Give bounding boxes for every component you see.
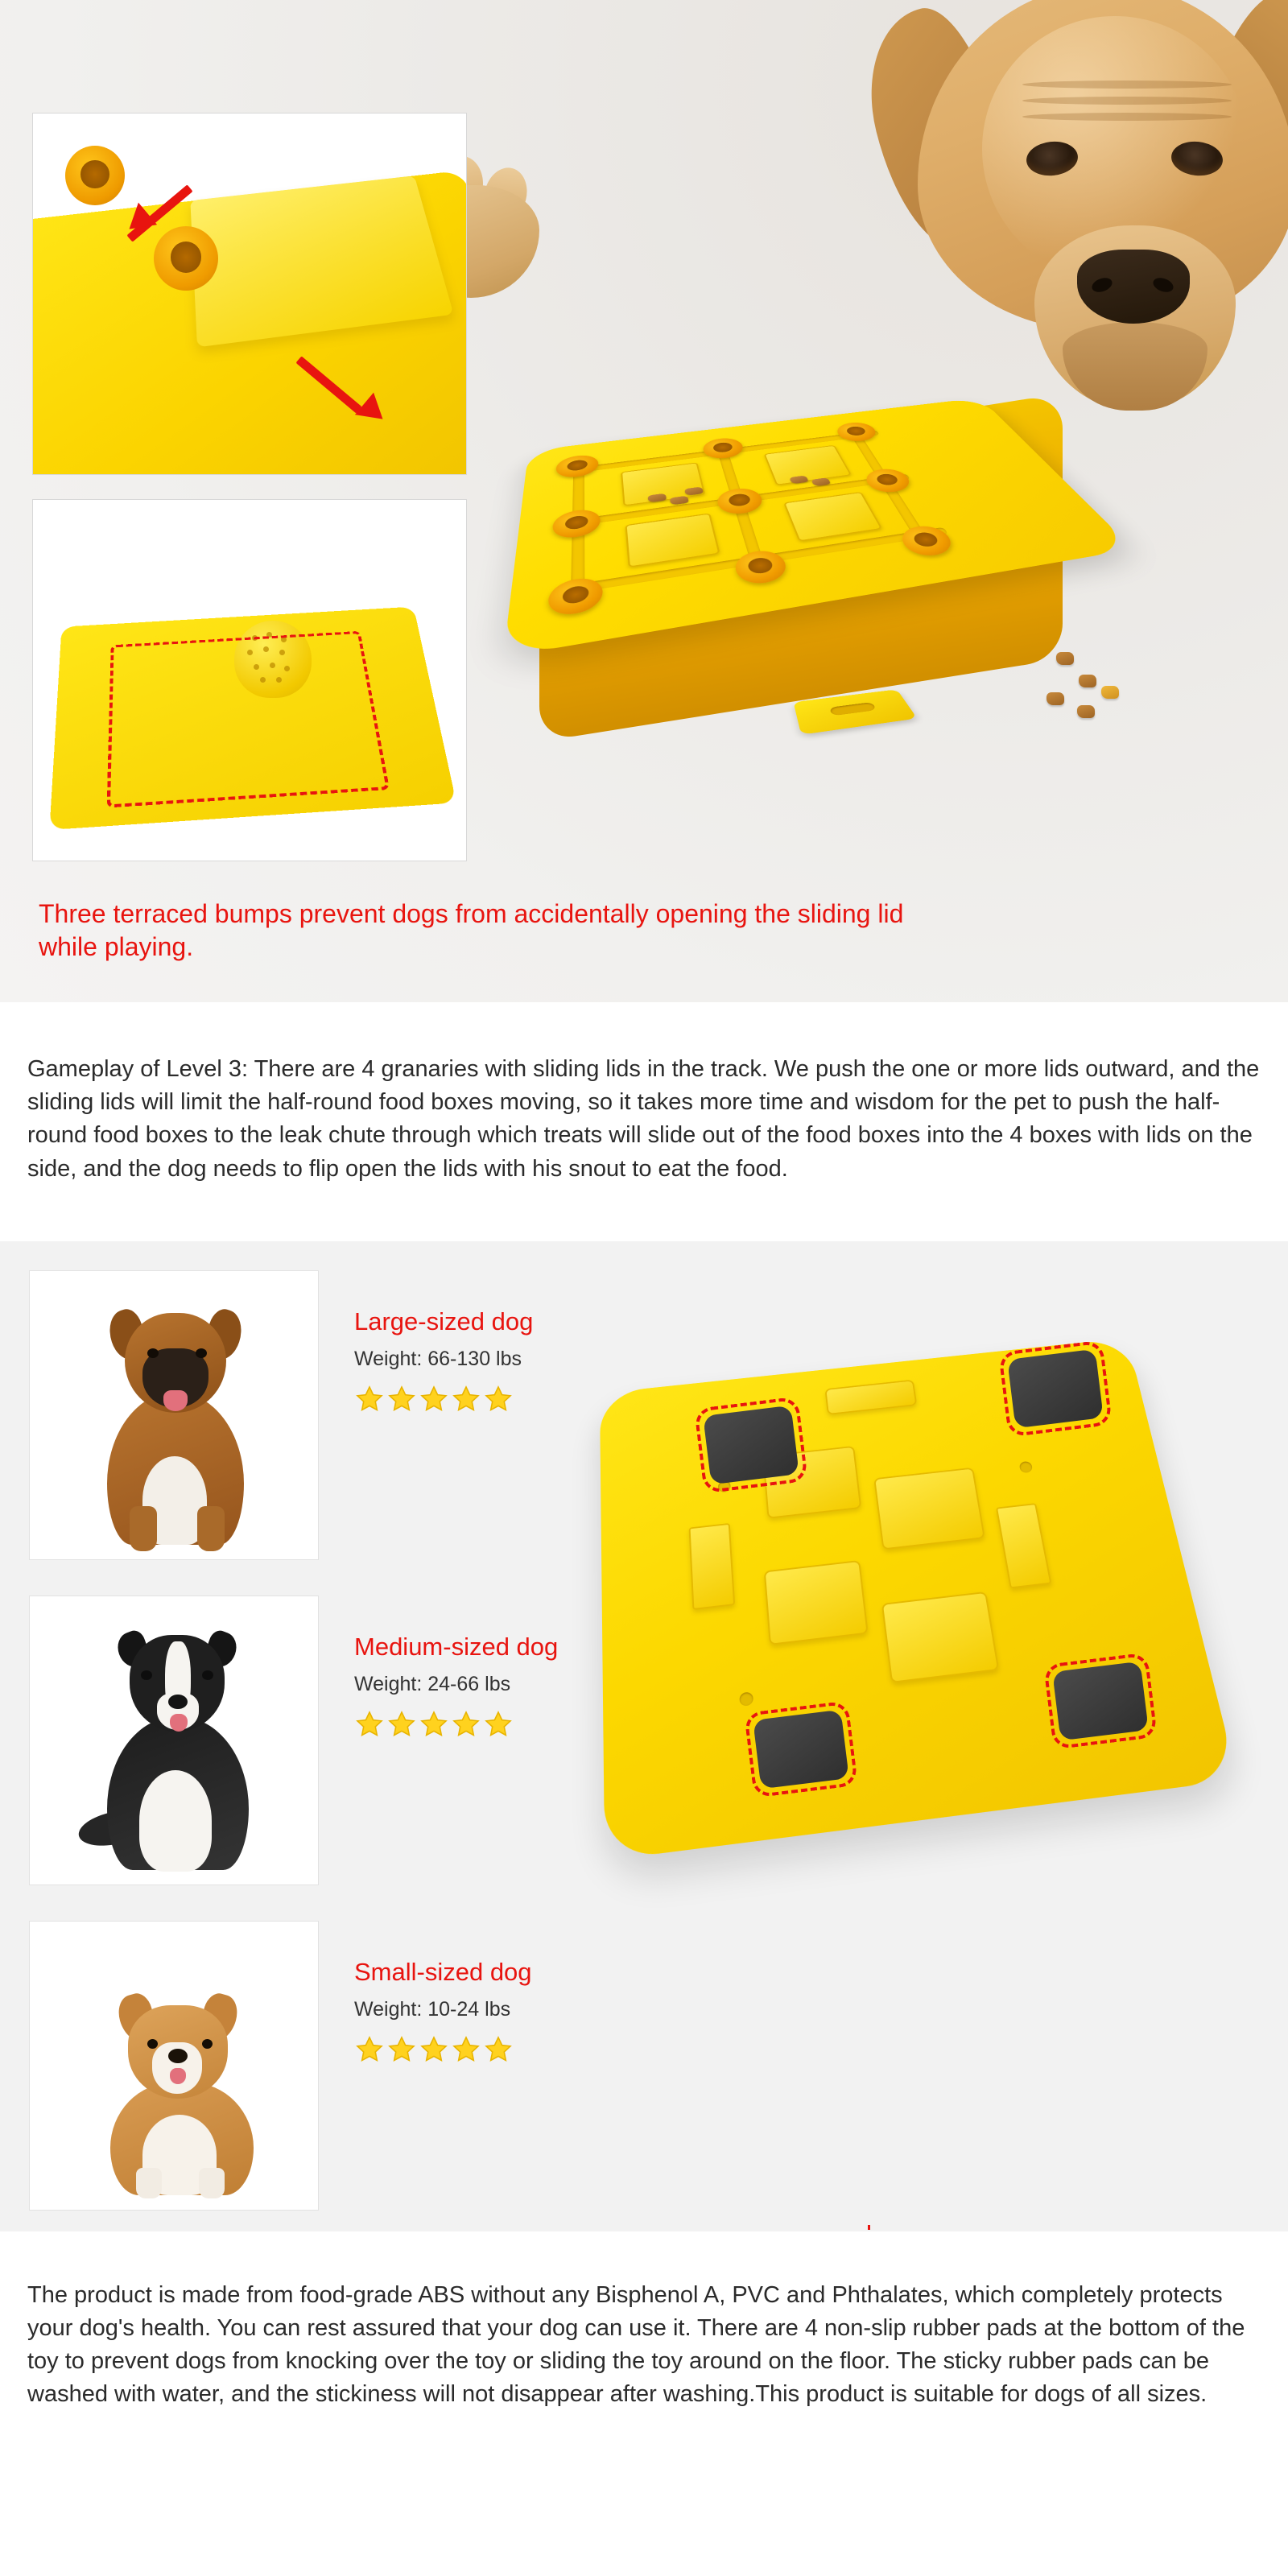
material-paragraph: The product is made from food-grade ABS without any Bisphenol A, PVC and Phthalates, which completely protects your dog's health. You can rest assured that your dog can use it. There are 4 non-slip rubber pads at the bottom of the toy to prevent dogs from knocking over the toy or sliding the toy around on the floor. The sticky rubber pads can be washed with water, and the stickiness will not disappear after washing.This product is suitable for dogs of all sizes. xyxy=(27,2281,1245,2408)
toy-bottom-plate xyxy=(600,1337,1238,1860)
dog-tongue xyxy=(163,1390,188,1411)
dog-leg xyxy=(136,2168,162,2198)
dog-leg xyxy=(199,2168,225,2198)
highlight-dashed-outline xyxy=(694,1396,808,1493)
toy-internal-wall xyxy=(824,1379,917,1414)
detail-inset-sliding-lid xyxy=(32,499,467,861)
inset-toy-closeup-2 xyxy=(33,500,466,861)
star-icon xyxy=(386,2034,417,2065)
dog-eye xyxy=(147,2039,158,2049)
toy-bump-cone xyxy=(555,453,599,479)
size-weight: Weight: 24-66 lbs xyxy=(354,1672,511,1695)
toy-bottom-photo xyxy=(564,1282,1256,1877)
toy-internal-rib xyxy=(996,1503,1051,1588)
kibble xyxy=(789,475,808,484)
star-icon xyxy=(354,1709,385,1740)
puzzle-toy-main-photo xyxy=(523,314,1087,813)
dog-chest xyxy=(139,1770,212,1872)
toy-bump-cone xyxy=(701,436,746,460)
star-icon xyxy=(451,1384,481,1414)
kibble xyxy=(1046,692,1064,705)
hero-caption: Three terraced bumps prevent dogs from accidentally opening the sliding lid while playing. xyxy=(39,899,904,961)
star-icon xyxy=(483,2034,514,2065)
size-info-small xyxy=(354,1958,532,2065)
rating-stars-medium xyxy=(354,1709,558,1740)
highlight-dashed-outline xyxy=(744,1700,858,1798)
star-icon xyxy=(386,1384,417,1414)
star-icon xyxy=(483,1384,514,1414)
star-icon xyxy=(354,1384,385,1414)
dog-eye xyxy=(196,1348,207,1358)
star-icon xyxy=(451,2034,481,2065)
highlight-dashed-outline xyxy=(998,1340,1113,1437)
kibble xyxy=(647,493,667,503)
star-icon xyxy=(419,1384,449,1414)
toy-internal-wall xyxy=(764,1560,869,1645)
toy-bump-cone xyxy=(715,486,766,517)
material-info-section xyxy=(0,2231,1288,2467)
size-card-small xyxy=(29,1921,319,2211)
dog-tongue xyxy=(170,2068,186,2084)
toy-internal-rib xyxy=(689,1523,736,1610)
boxer-dog-photo xyxy=(30,1271,318,1559)
kibble xyxy=(1056,652,1074,665)
dog-eye xyxy=(141,1670,152,1680)
star-icon xyxy=(419,2034,449,2065)
kibble xyxy=(1101,686,1119,699)
highlight-dashed-outline xyxy=(107,631,390,808)
toy-internal-wall xyxy=(881,1591,1000,1683)
star-icon xyxy=(483,1709,514,1740)
size-info-large xyxy=(354,1307,533,1414)
star-icon xyxy=(354,2034,385,2065)
size-info-medium xyxy=(354,1633,558,1740)
gameplay-paragraph: Gameplay of Level 3: There are 4 granaries with sliding lids in the track. We push the one or more lids outward, and the sliding lids will limit the half-round food boxes moving, so it takes more time and wisdom for the pet to push the half-round food boxes to the leak chute through which treats will slide out of the food boxes into the 4 boxes with lids on the side, and the dog needs to flip open the lids with his snout to eat the food. xyxy=(27,1056,1260,1182)
toy-bump-cone xyxy=(552,507,601,540)
size-weight: Weight: 10-24 lbs xyxy=(354,1997,511,2021)
kibble xyxy=(1079,675,1096,687)
size-weight: Weight: 66-130 lbs xyxy=(354,1347,522,1370)
dog-eye xyxy=(147,1348,159,1358)
star-icon xyxy=(386,1709,417,1740)
size-title: Medium-sized dog xyxy=(354,1632,559,1661)
rating-stars-large xyxy=(354,1384,533,1414)
detail-inset-arrows xyxy=(32,113,467,475)
border-collie-dog-photo xyxy=(30,1596,318,1885)
toy-internal-wall xyxy=(873,1467,985,1550)
dog-eye xyxy=(202,1670,213,1680)
toy-sliding-lid xyxy=(783,492,882,542)
star-icon xyxy=(451,1709,481,1740)
toy-bump-cone xyxy=(896,523,959,559)
dog-leg xyxy=(130,1506,157,1551)
corgi-dog-photo xyxy=(30,1922,318,2210)
size-card-large xyxy=(29,1270,319,1560)
dog-sizes-section xyxy=(0,1241,1288,2231)
gameplay-section xyxy=(0,1002,1288,1241)
hero-section xyxy=(0,0,1288,1002)
dog-nose xyxy=(168,2049,188,2063)
dog-leg xyxy=(197,1506,225,1551)
callout-leader-line xyxy=(868,2225,870,2231)
size-card-medium xyxy=(29,1596,319,1885)
toy-bump-cone xyxy=(861,467,915,494)
dog-eye xyxy=(202,2039,213,2049)
toy-bump-cone xyxy=(547,576,603,618)
rating-stars-small xyxy=(354,2034,532,2065)
dog-nose xyxy=(168,1695,188,1709)
size-title: Large-sized dog xyxy=(354,1307,534,1335)
toy-sliding-lid xyxy=(625,513,720,568)
highlight-dashed-outline xyxy=(1043,1652,1158,1749)
toy-screw-hole xyxy=(739,1691,753,1707)
kibble xyxy=(1077,705,1095,718)
dog-tongue xyxy=(170,1714,188,1732)
toy-bump-cone xyxy=(154,226,218,291)
dog-brow-wrinkles xyxy=(1022,80,1232,137)
inset-toy-closeup xyxy=(33,114,466,474)
toy-screw-hole xyxy=(1019,1461,1034,1473)
size-title: Small-sized dog xyxy=(354,1957,532,1986)
toy-bump-cone xyxy=(65,146,125,205)
star-icon xyxy=(419,1709,449,1740)
